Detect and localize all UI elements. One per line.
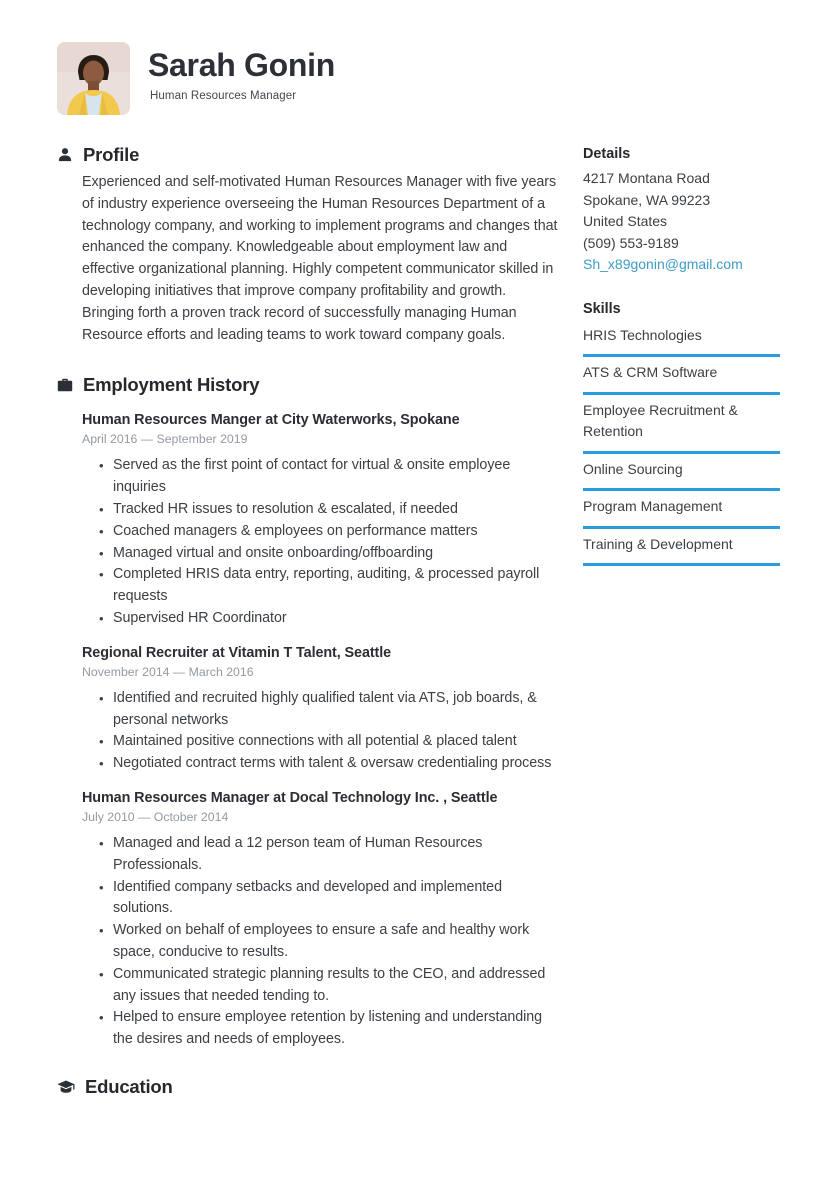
sidebar-column — [583, 144, 780, 566]
skills-heading: Skills — [583, 300, 621, 317]
bullet-item: • Managed virtual and onsite onboarding/offboarding — [82, 543, 560, 565]
skills-section — [583, 299, 780, 567]
main-column — [57, 143, 567, 1099]
employment-section-header — [57, 373, 567, 397]
graduation-cap-icon — [57, 1079, 75, 1095]
job-bullets — [82, 455, 567, 629]
email-link[interactable]: Sh_x89gonin@gmail.com — [583, 256, 743, 272]
job-bullets — [82, 688, 567, 775]
profile-section-header — [57, 143, 567, 167]
bullet-item: • Tracked HR issues to resolution & escalated, if needed — [82, 499, 560, 521]
detail-line: Spokane, WA 99223 — [583, 191, 711, 208]
bullet-item: • Managed and lead a 12 person team of Human Resources Professionals. — [82, 833, 560, 877]
job-title: Human Resources Manager at Docal Technology Inc. , Seattle — [82, 789, 498, 806]
profile-text: Experienced and self-motivated Human Resources Manager with five years of industry experience overseeing the Human Resources Department of a technology company, and working to implement programs and changes that enhanced the company. Knowledgeable about employment law and effective organizational planning. Highly competent communicator skilled in developing initiatives that improve company profitability and growth. Bringing forth a proven track record of successfully managing Human Resource efforts and leading teams to work toward company goals. — [82, 174, 558, 343]
job-title: Human Resources Manger at City Waterworks, Spokane — [82, 412, 460, 429]
skill-item: Training & Development — [583, 529, 780, 567]
detail-line: United States — [583, 213, 668, 229]
profile-heading: Profile — [83, 144, 140, 165]
bullet-item: • Supervised HR Coordinator — [82, 608, 560, 630]
job-title: Regional Recruiter at Vitamin T Talent, Seattle — [82, 644, 392, 661]
employment-section — [57, 373, 567, 1051]
education-section — [57, 1075, 567, 1099]
job-dates: November 2014 — March 2016 — [82, 664, 254, 679]
bullet-item: • Maintained positive connections with all potential & placed talent — [82, 731, 560, 753]
bullet-item: • Completed HRIS data entry, reporting, auditing, & processed payroll requests — [82, 564, 560, 608]
job-bullets — [82, 833, 567, 1051]
skill-item: ATS & CRM Software — [583, 357, 780, 395]
person-icon — [57, 147, 73, 163]
job-dates: July 2010 — October 2014 — [82, 809, 229, 824]
education-heading: Education — [85, 1075, 173, 1097]
skill-item: Program Management — [583, 491, 780, 529]
name-heading: Sarah Gonin — [148, 47, 335, 83]
bullet-item: • Negotiated contract terms with talent & oversaw credentialing process — [82, 753, 560, 775]
detail-line: (509) 553-9189 — [583, 234, 679, 251]
bullet-item: • Helped to ensure employee retention by listening and understanding the desires and needs of employees. — [82, 1007, 560, 1051]
bullet-item: • Communicated strategic planning results to the CEO, and addressed any issues that needed tending to. — [82, 964, 560, 1008]
job-entry — [82, 644, 567, 775]
bullet-item: • Served as the first point of contact for virtual & onsite employee inquiries — [82, 455, 560, 499]
jobs-list — [82, 411, 567, 1051]
bullet-item: • Identified and recruited highly qualified talent via ATS, job boards, & personal networks — [82, 688, 560, 732]
job-title-subtitle: Human Resources Manager — [150, 90, 297, 102]
job-entry — [82, 411, 567, 629]
briefcase-icon — [57, 377, 73, 393]
avatar-illustration — [57, 42, 130, 115]
details-heading: Details — [583, 146, 631, 162]
skill-item: Online Sourcing — [583, 454, 780, 492]
job-dates: April 2016 — September 2019 — [82, 432, 248, 447]
employment-heading: Employment History — [83, 374, 260, 396]
detail-line: 4217 Montana Road — [583, 170, 710, 186]
education-section-header — [57, 1075, 567, 1099]
job-entry — [82, 789, 567, 1051]
skills-list — [583, 320, 780, 567]
profile-section — [57, 143, 567, 346]
skill-item: Employee Recruitment & Retention — [583, 395, 780, 454]
details-lines — [583, 168, 780, 254]
bullet-item: • Worked on behalf of employees to ensure a safe and healthy work space, conducive to results. — [82, 920, 560, 964]
bullet-item: • Identified company setbacks and developed and implemented solutions. — [82, 877, 560, 921]
avatar — [57, 42, 130, 115]
details-section — [583, 144, 780, 276]
skill-item: HRIS Technologies — [583, 320, 780, 358]
bullet-item: • Coached managers & employees on performance matters — [82, 521, 560, 543]
